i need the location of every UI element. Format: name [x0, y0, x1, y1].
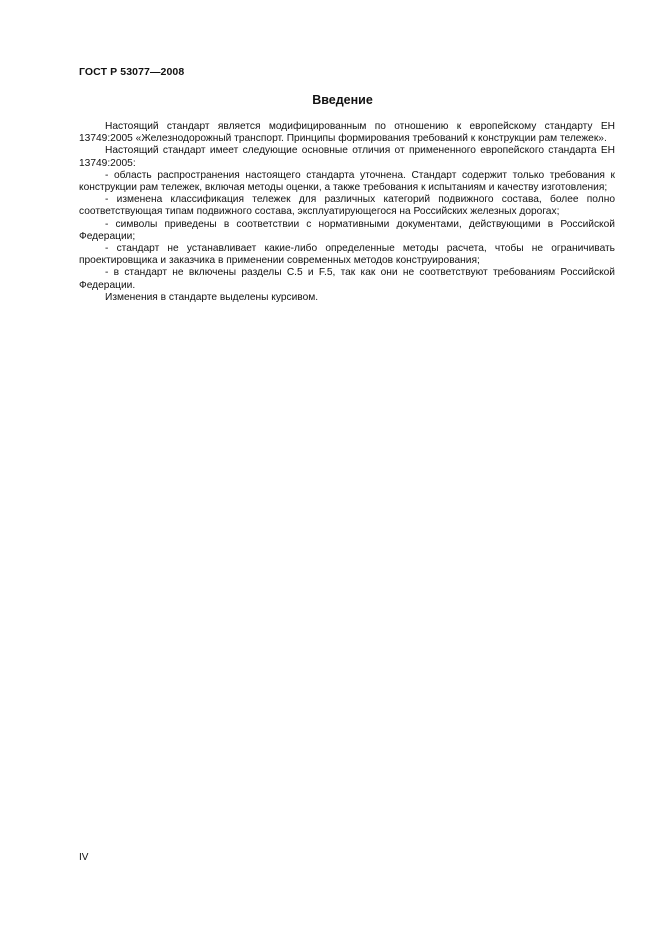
list-item-scope: - область распространения настоящего стандарта уточнена. Стандарт содержит только требования к конструкции рам тележек, включая методы оценки, а также требования к испытаниям и качеству изготовления;: [79, 169, 615, 194]
paragraph-changes-note: Изменения в стандарте выделены курсивом.: [105, 291, 319, 303]
list-item-methods: - стандарт не устанавливает какие-либо определенные методы расчета, чтобы не ограничивать проектировщика и заказчика в применении современных методов конструирования;: [79, 243, 615, 267]
section-title-container: [0, 93, 661, 107]
list-item-symbols: - символы приведены в соответствии с нормативными документами, действующими в Российской Федерации;: [79, 218, 615, 242]
paragraph-differences: Настоящий стандарт имеет следующие основные отличия от примененного европейского стандарта ЕН 13749:2005:: [79, 145, 615, 169]
list-item-classification: - изменена классификация тележек для различных категорий подвижного состава, более полно соответствующая типам подвижного состава, эксплуатирующегося на Российских железных дорогах;: [79, 194, 615, 218]
section-title: Введение: [312, 93, 373, 107]
paragraph-intro: Настоящий стандарт является модифицированным по отношению к европейскому стандарту ЕН 13749:2005 «Железнодорожный транспорт. Принципы формирования требований к конструкции рам тележек».: [79, 121, 615, 145]
document-body: [79, 121, 615, 304]
page-number: IV: [79, 852, 89, 863]
document-header: ГОСТ Р 53077—2008: [79, 66, 185, 78]
list-item-sections: - в стандарт не включены разделы С.5 и F.5, так как они не соответствуют требованиям Российской Федерации.: [79, 267, 615, 291]
